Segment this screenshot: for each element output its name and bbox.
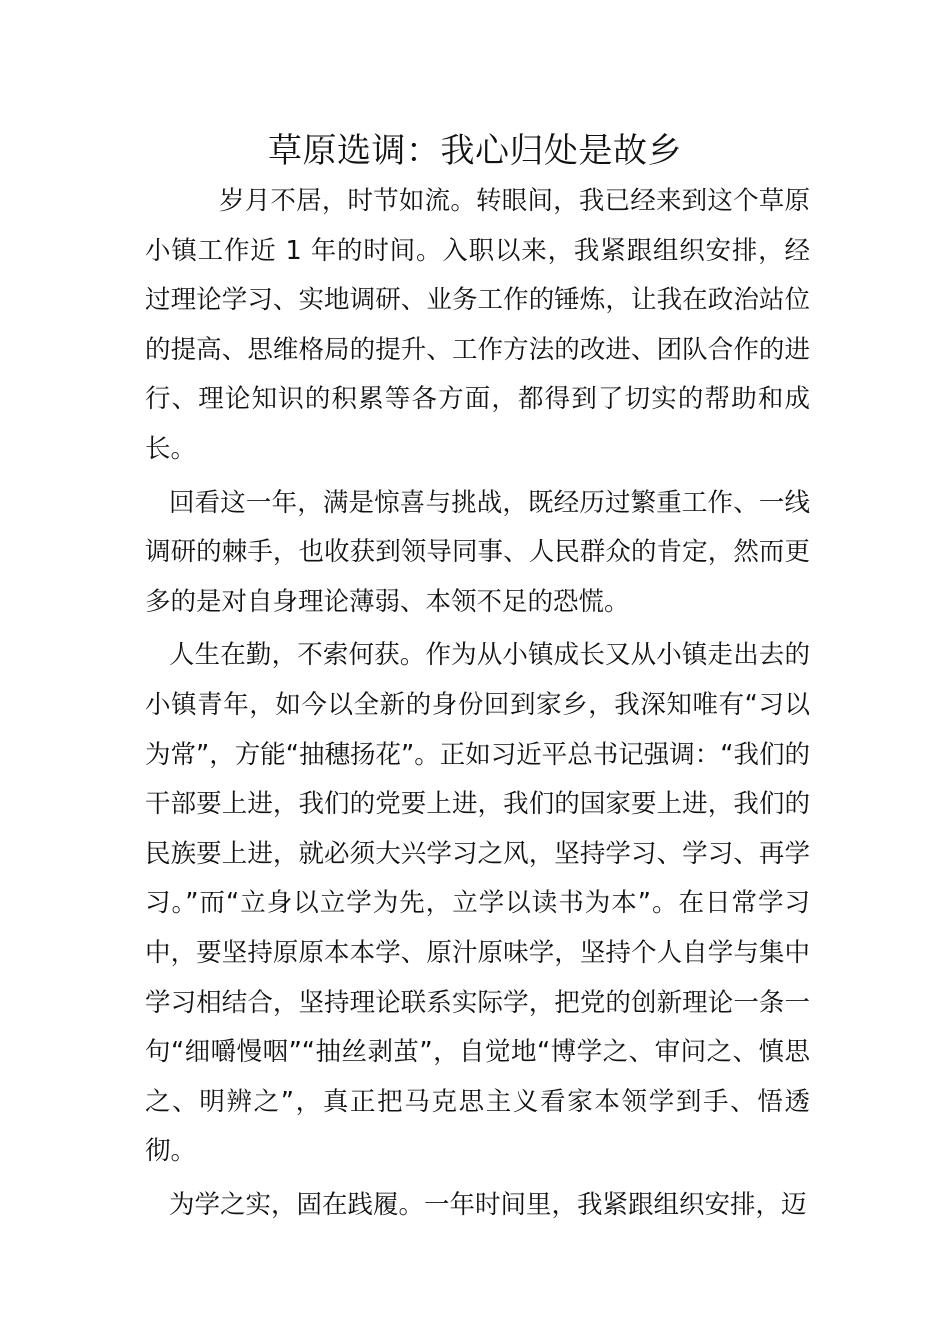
paragraph-3: 人生在勤，不索何获。作为从小镇成长又从小镇走出去的小镇青年，如今以全新的身份回到家乡，我深知唯有“习以为常”，方能“抽穗扬花”。正如习近平总书记强调：“我们的干部要上进，我们的党要上进，我们的国家要上进，我们的民族要上进，就必须大兴学习之风，坚持学习、学习、再学习。”而“立身以立学为先，立学以读书为本”。在日常学习中，要坚持原原本本学、原汁原味学，坚持个人自学与集中学习相结合，坚持理论联系实际学，把党的创新理论一条一句“细嚼慢咽”“抽丝剥茧”，自觉地“博学之、审问之、慎思之、明辨之”，真正把马克思主义看家本领学到手、悟透彻。: [145, 640, 810, 1167]
paragraph-1: 岁月不居，时节如流。转眼间，我已经来到这个草原小镇工作近 1 年的时间。入职以来，我紧跟组织安排，经过理论学习、实地调研、业务工作的锤炼，让我在政治站位的提高、思维格局的提升、工作方法的改进、团队合作的进行、理论知识的积累等各方面，都得到了切实的帮助和成长。: [145, 186, 810, 464]
document-title: 草原选调：我心归处是故乡: [268, 131, 682, 171]
paragraph-4: 为学之实，固在践履。一年时间里，我紧跟组织安排，迈: [169, 1189, 807, 1220]
paragraph-2: 回看这一年，满是惊喜与挑战，既经历过繁重工作、一线调研的棘手，也收获到领导同事、人民群众的肯定，然而更多的是对自身理论薄弱、本领不足的恐慌。: [145, 487, 810, 617]
document-body: [145, 177, 810, 1234]
